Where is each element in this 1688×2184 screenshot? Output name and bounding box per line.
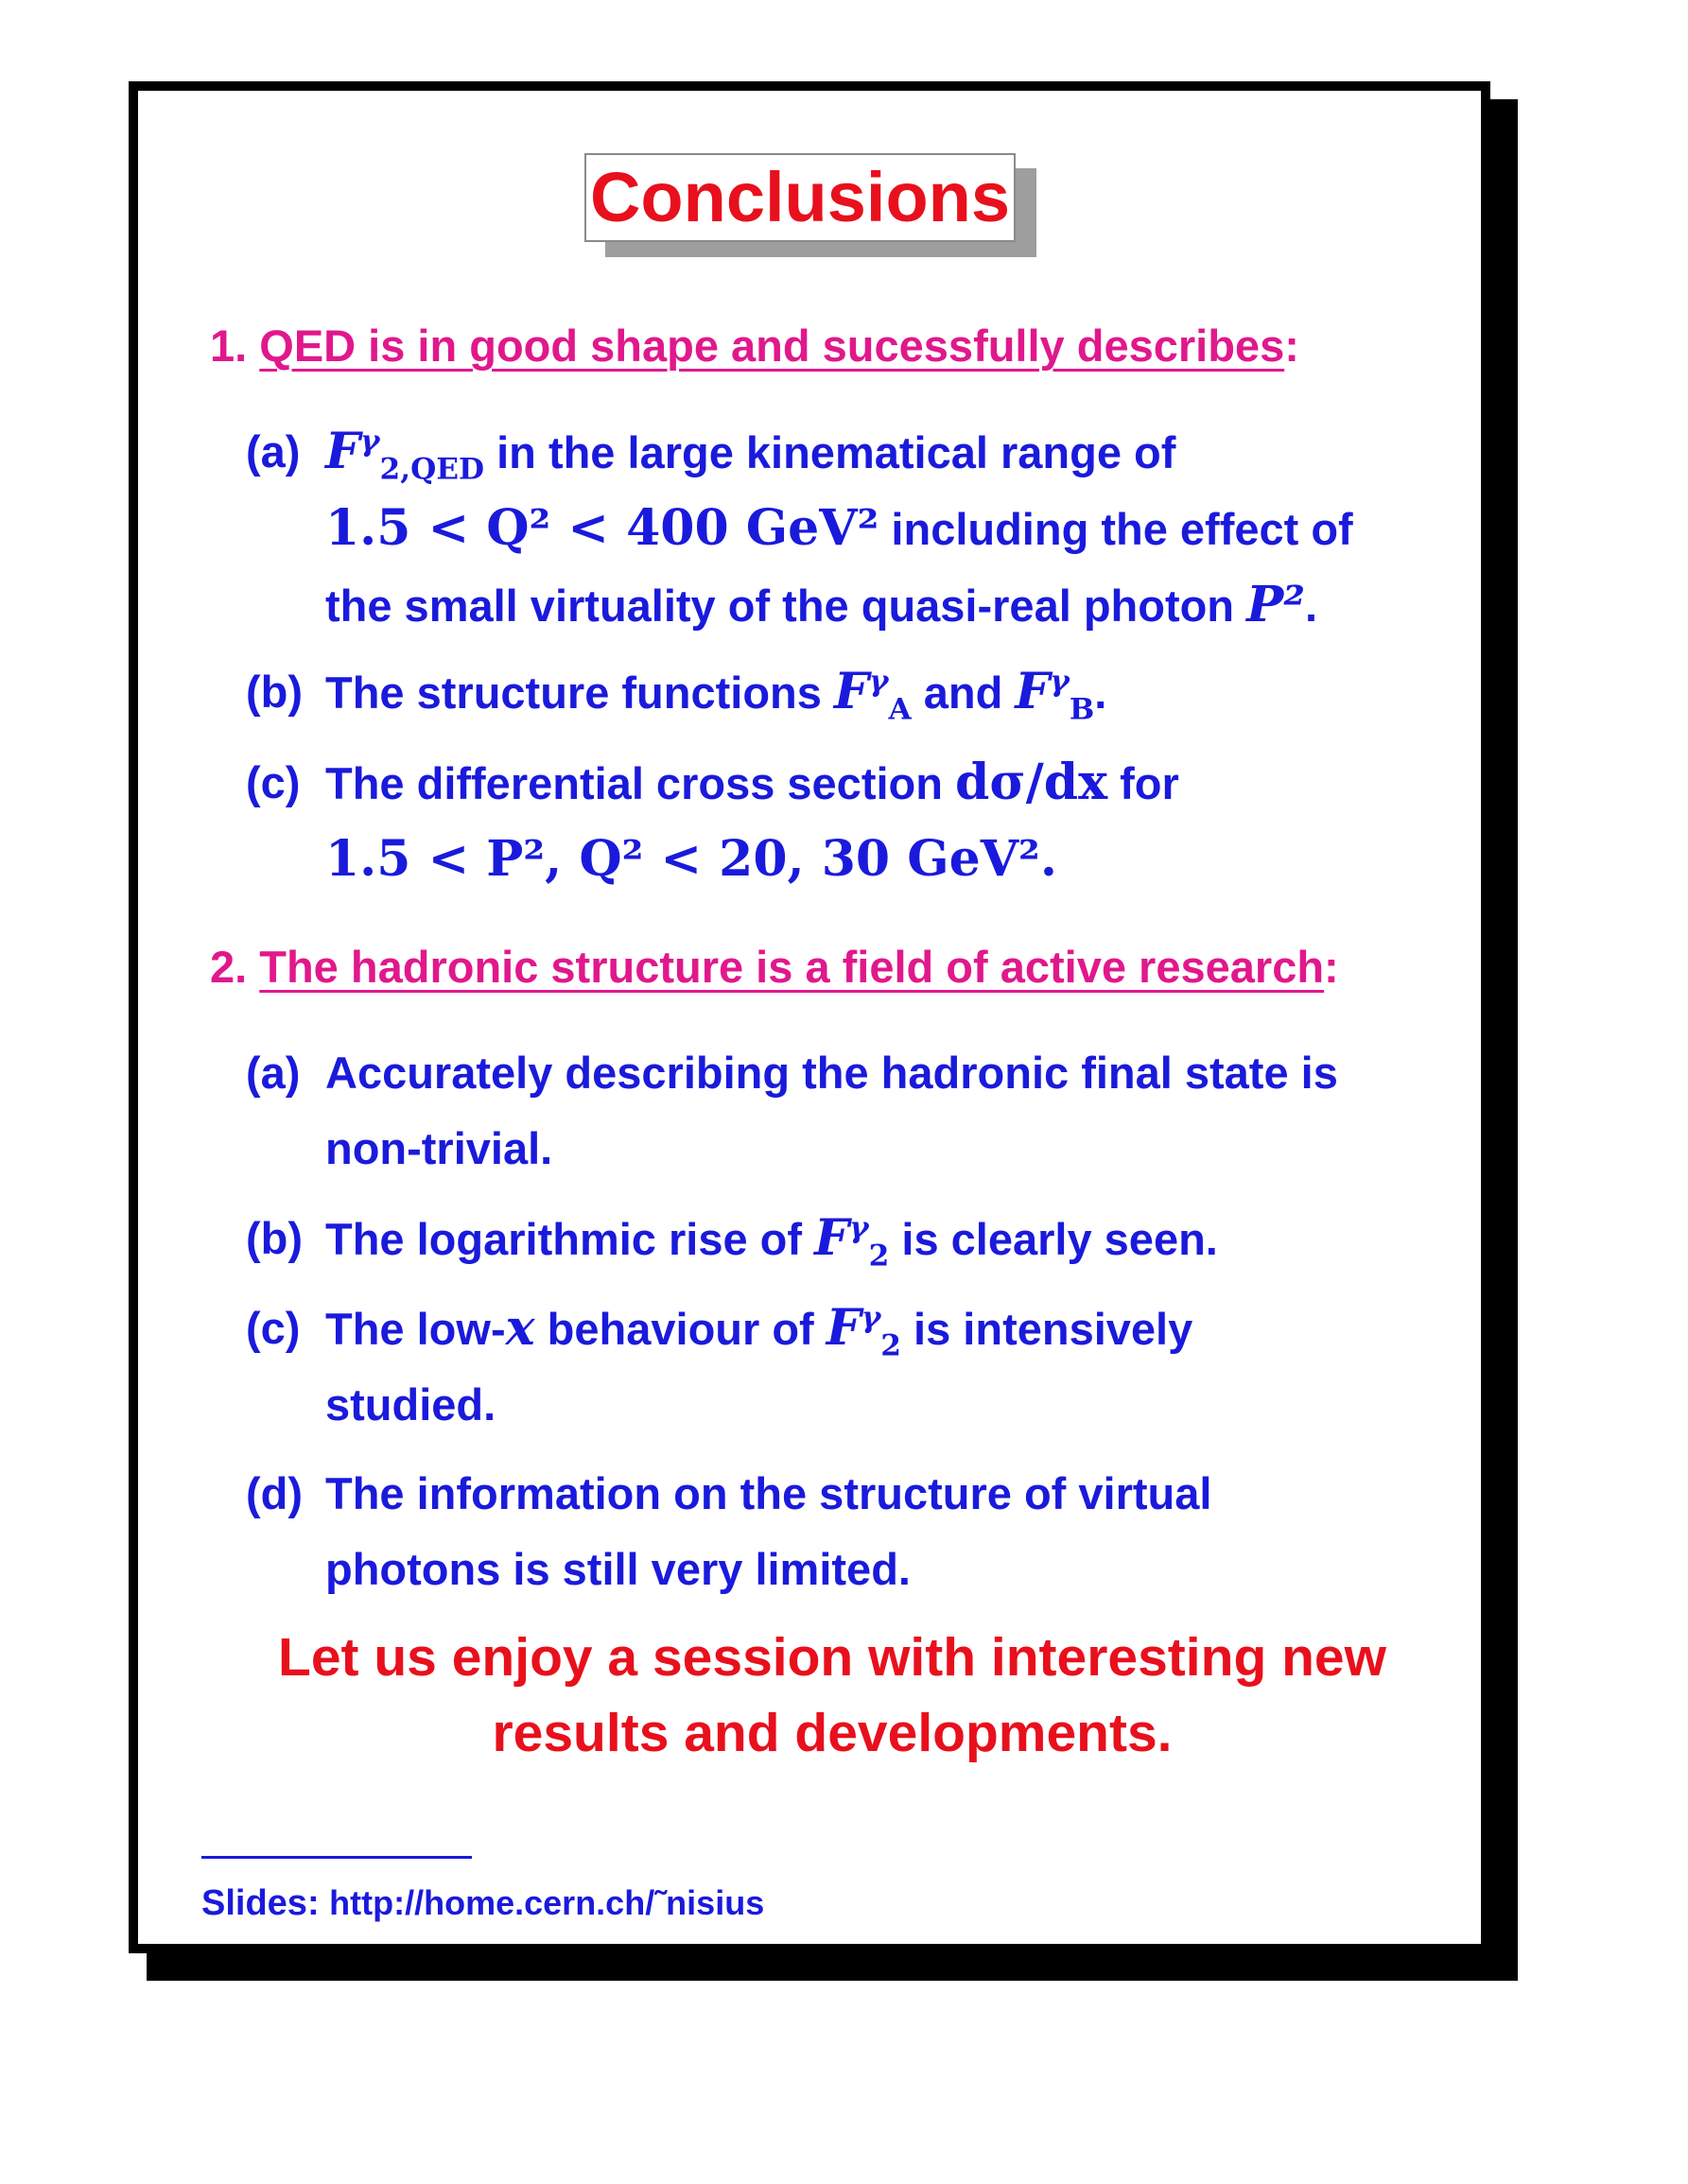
closing-line-1: Let us enjoy a session with interesting new bbox=[278, 1627, 1386, 1688]
p2-q2-range-math: 1.5 < P², Q² < 20, 30 GeV². bbox=[325, 830, 1057, 888]
item-label: (c) bbox=[246, 757, 301, 807]
f2-qed-symbol: $F^\gamma_{2,QED}$ bbox=[325, 423, 485, 487]
item-text bbox=[325, 1035, 1441, 1187]
item-line-1: The differential cross section dσ/dx for bbox=[325, 754, 1179, 811]
x-variable: x bbox=[505, 1299, 535, 1357]
section-1-heading bbox=[210, 320, 1299, 373]
section-2-number: 2. bbox=[210, 942, 248, 992]
section-1-number: 1. bbox=[210, 321, 248, 371]
closing-line-2: results and developments. bbox=[492, 1703, 1173, 1763]
slide-title: Conclusions bbox=[584, 153, 1016, 242]
item-line-2 bbox=[325, 822, 1441, 898]
item-text bbox=[325, 745, 1441, 898]
item-label: (a) bbox=[246, 1048, 301, 1098]
item-line-1: Accurately describing the hadronic final state is bbox=[325, 1048, 1338, 1098]
footer bbox=[201, 1880, 764, 1927]
item-line-1: $F^\gamma_{2,QED}$ in the large kinematical range of bbox=[325, 423, 1176, 487]
item-label: (a) bbox=[246, 426, 301, 477]
p2-math: P² bbox=[1246, 576, 1305, 633]
dsigma-dx-math: dσ/dx bbox=[955, 754, 1108, 811]
item-line-3: the small virtuality of the quasi-real photon P². bbox=[325, 576, 1318, 633]
footnote-rule bbox=[201, 1856, 472, 1859]
footer-label: Slides: bbox=[201, 1883, 320, 1923]
item-label: (d) bbox=[246, 1468, 304, 1518]
closing-message bbox=[151, 1620, 1513, 1771]
q2-range-math: 1.5 < Q² < 400 GeV² bbox=[325, 499, 879, 557]
fb-symbol: $F^\gamma_B$ bbox=[1015, 663, 1095, 727]
item-text bbox=[325, 414, 1441, 644]
item-label: (b) bbox=[246, 667, 304, 717]
item-line-2: studied. bbox=[325, 1379, 496, 1430]
section-1-colon: : bbox=[1284, 321, 1299, 371]
item-text bbox=[325, 1291, 1441, 1443]
item-text: The logarithmic rise of $F^\gamma_2$ is clearly seen. bbox=[325, 1209, 1218, 1274]
item-line-1: The information on the structure of virtual bbox=[325, 1468, 1212, 1518]
item-label: (b) bbox=[246, 1213, 304, 1263]
item-line-1: The low-x behaviour of $F^\gamma_2$ is intensively bbox=[325, 1299, 1193, 1363]
item-label: (c) bbox=[246, 1303, 301, 1353]
f2-symbol: $F^\gamma_2$ bbox=[814, 1209, 890, 1274]
slides-link[interactable]: http://home.cern.ch/˜nisius bbox=[329, 1883, 765, 1922]
item-line-2: 1.5 < Q² < 400 GeV² including the effect of bbox=[325, 499, 1353, 557]
section-1-title: QED is in good shape and sucessfully describes bbox=[259, 321, 1285, 371]
fa-symbol: $F^\gamma_A$ bbox=[833, 663, 912, 727]
item-line-2: non-trivial. bbox=[325, 1123, 553, 1173]
section-2-title: The hadronic structure is a field of active research bbox=[259, 942, 1325, 992]
item-text: The structure functions $F^\gamma_A$ and $F^\gamma_B$. bbox=[325, 663, 1107, 727]
section-2-heading bbox=[210, 941, 1339, 994]
item-line-2: photons is still very limited. bbox=[325, 1544, 911, 1594]
section-2-colon: : bbox=[1324, 942, 1339, 992]
f2-symbol: $F^\gamma_2$ bbox=[826, 1299, 901, 1363]
item-text bbox=[325, 1456, 1441, 1607]
